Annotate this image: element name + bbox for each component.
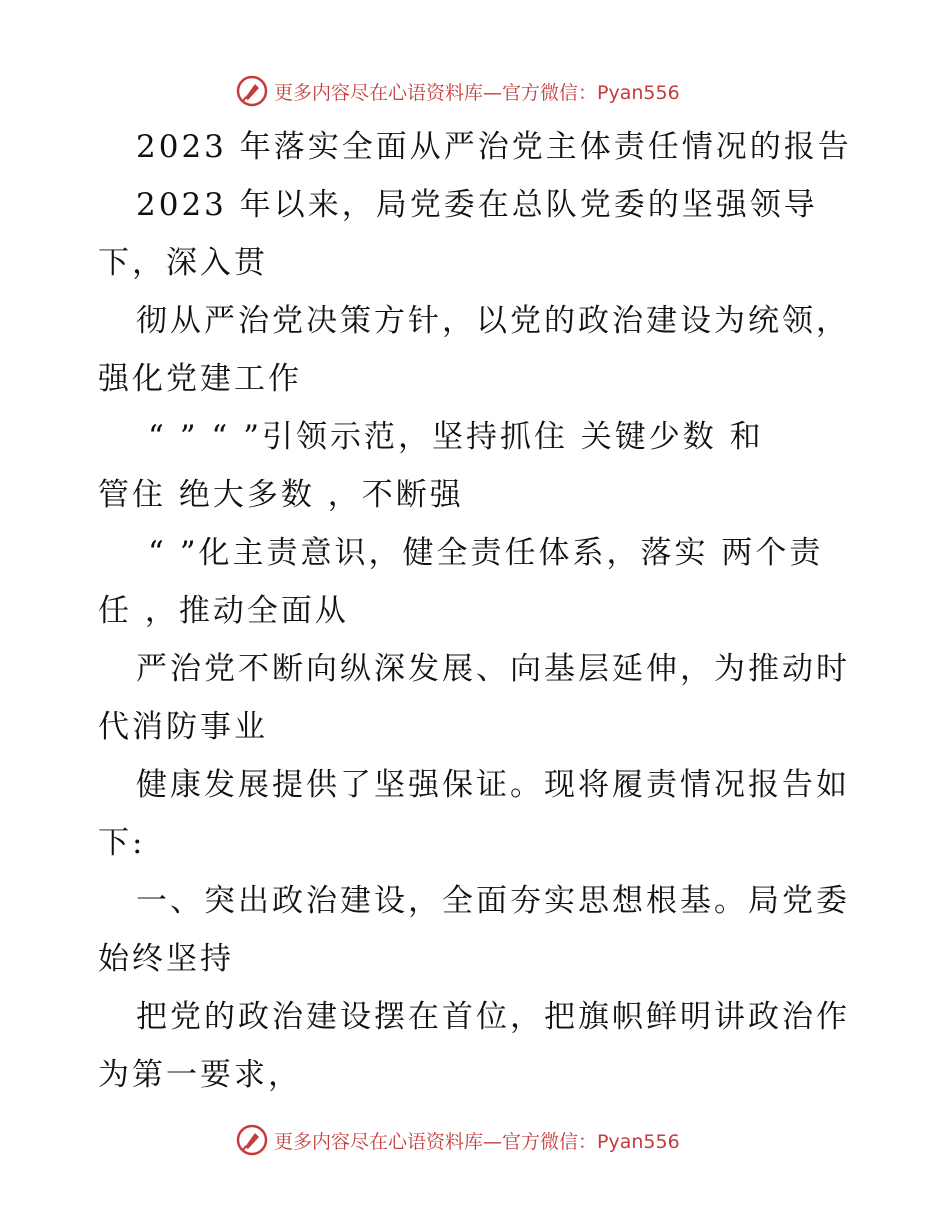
paragraph-line: 为第一要求， <box>98 1057 302 1093</box>
paragraph-line: 强化党建工作 <box>98 361 302 397</box>
paragraph-line: “ ”化主责意识，健全责任体系，落实 两个责 <box>148 535 824 571</box>
section-heading-line: 一、突出政治建设，全面夯实思想根基。局党委 <box>136 883 850 919</box>
paragraph-line: 始终坚持 <box>98 941 234 977</box>
paragraph-line: 代消防事业 <box>98 709 268 745</box>
pen-nib-logo-icon <box>236 75 268 107</box>
footer-banner <box>236 1123 680 1157</box>
header-banner-text: 更多内容尽在心语资料库—官方微信：Pyan556 <box>274 81 680 104</box>
document-title: 2023 年落实全面从严治党主体责任情况的报告 <box>136 129 852 165</box>
pen-nib-logo-icon <box>236 1124 268 1156</box>
paragraph-line: 健康发展提供了坚强保证。现将履责情况报告如 <box>136 767 850 803</box>
paragraph-line: 彻从严治党决策方针，以党的政治建设为统领， <box>136 303 850 339</box>
footer-banner-text: 更多内容尽在心语资料库—官方微信：Pyan556 <box>274 1130 680 1153</box>
document-body <box>98 118 858 1104</box>
paragraph-line: 严治党不断向纵深发展、向基层延伸，为推动时 <box>136 651 850 687</box>
paragraph-line: 下: <box>98 825 146 861</box>
header-banner <box>236 74 680 108</box>
paragraph-line: 任 ，推动全面从 <box>98 593 349 629</box>
paragraph-line: “ ” “ ”引领示范，坚持抓住 关键少数 和 <box>148 419 764 455</box>
paragraph-line: 管住 绝大多数 ，不断强 <box>98 477 464 513</box>
paragraph-line: 把党的政治建设摆在首位，把旗帜鲜明讲政治作 <box>136 999 850 1035</box>
paragraph-line: 下，深入贯 <box>98 245 268 281</box>
paragraph-line: 2023 年以来，局党委在总队党委的坚强领导 <box>136 187 818 223</box>
